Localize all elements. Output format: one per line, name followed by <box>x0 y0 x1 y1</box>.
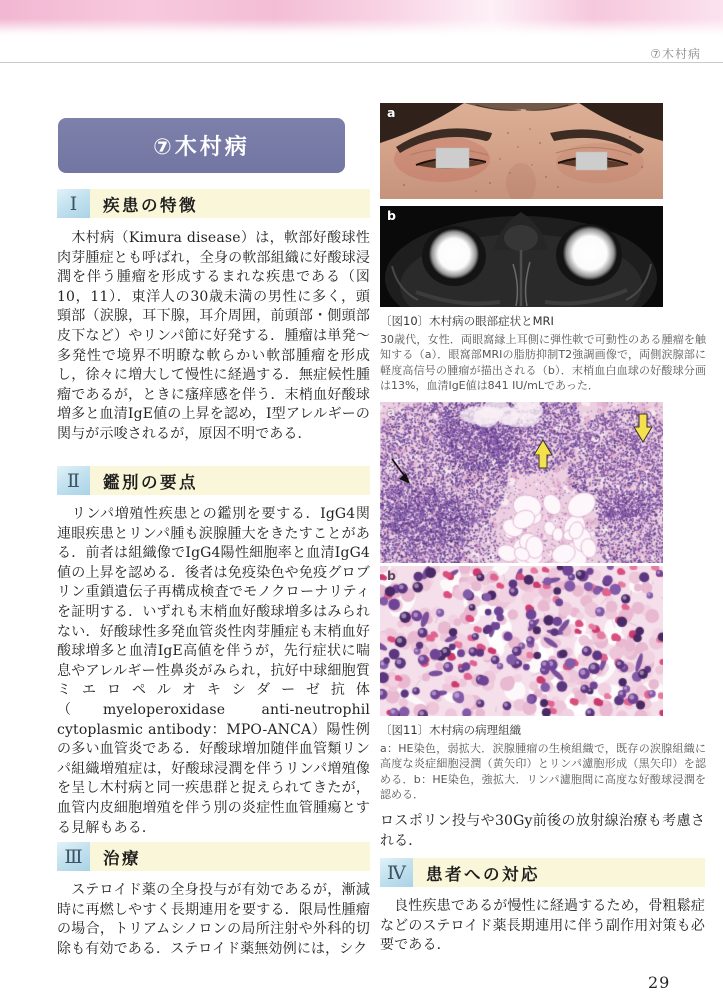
chapter-title-label: ⑦木村病 <box>153 135 250 160</box>
fig10-panel-b-label: b <box>387 208 396 223</box>
section-title-4: 患者への対応 <box>413 858 705 887</box>
fig10b-mri-image <box>380 206 663 307</box>
section-title-3: 治療 <box>90 842 370 871</box>
fig10a-clinical-photo <box>380 103 663 199</box>
section-numeral-1: Ⅰ <box>57 189 90 218</box>
fig10-panel-a-label: a <box>387 105 396 120</box>
section-body-1: 木村病（Kimura disease）は，軟部好酸球性肉芽腫症とも呼ばれ，全身の軟部組織に好酸球浸潤を伴う腫瘤を形成するまれな疾患である（図10，11）．東洋人の30歳未満の男性に多く，頭頸部（涙腺，耳下腺，耳介周囲，前頭部・側頭部皮下など）やリンパ節に好発する．腫瘤は単発～多発性で境界不明瞭な軟らかい軟部腫瘤を形成し，徐々に増大して慢性に経過する．無症候性腫瘤であるが，ときに瘙痒感を伴う．末梢血好酸球増多と血清IgE値の上昇を認め，Ⅰ型アレルギーの関与が示唆されるが，原因不明である． <box>57 230 370 442</box>
fig11a-histology-low-mag <box>380 402 663 563</box>
fig11-panel-b-label: b <box>387 568 396 583</box>
section-numeral-2: Ⅱ <box>57 466 90 495</box>
section-header-disease-features <box>57 189 370 218</box>
chapter-title-box <box>58 118 345 173</box>
section-title-2: 鑑別の要点 <box>90 466 370 495</box>
running-header: ⑦木村病 <box>650 47 701 61</box>
decorative-pink-band <box>0 0 723 36</box>
mri-axial-orbit-illustration <box>380 206 663 307</box>
section-numeral-3: Ⅲ <box>57 842 90 871</box>
fig10-caption-title: 〔図10〕木村病の眼部症状とMRI <box>380 314 554 328</box>
section-body-2: リンパ増殖性疾患との鑑別を要する．IgG4関連眼疾患とリンパ腫も涙腺腫大をきたすことがある．前者は組織像でIgG4陽性細胞率と血清IgG4値の上昇を認める．後者は免疫染色や免疫グロブリン重鎖遺伝子再構成検査でモノクローナリティを証明する．いずれも末梢血好酸球増多はみられない．好酸球性多発血管炎性肉芽腫症も末梢血好酸球増多と血清IgE高値を伴うが，先行症状に喘息やアレルギー性鼻炎がみられ，抗好中球細胞質ミエロペルオキシダーゼ抗体（myeloperoxidase anti-neutrophil cytoplasmic antibody：MPO-ANCA）陽性例の多い血管炎である．好酸球増加随伴血管類リンパ組織増殖症は，好酸球浸潤を伴うリンパ増殖像を呈し木村病と同一疾患群と捉えられてきたが，血管内皮細胞増殖を伴う別の炎症性血管腫瘍とする見解もある． <box>57 506 370 836</box>
fig11b-histology-high-mag <box>380 566 663 716</box>
fig11-caption-body: a：HE染色，弱拡大．涙腺腫瘤の生検組織で，既存の涙腺組織に高度な炎症細胞浸潤（黄矢印）とリンパ濾胞形成（黒矢印）を認める．b：HE染色，強拡大．リンパ濾胞間に高度な好酸球浸潤を認める． <box>380 741 706 801</box>
fig11-panel-a-label: a <box>387 404 396 419</box>
header-divider <box>0 62 723 63</box>
fig11-caption-title: 〔図11〕木村病の病理組織 <box>380 723 522 737</box>
fig10-caption <box>380 314 706 394</box>
section-numeral-4: Ⅳ <box>380 858 413 887</box>
section-title-1: 疾患の特徴 <box>90 189 370 218</box>
histology-high-mag-canvas <box>380 566 663 716</box>
section-body-4: 良性疾患であるが慢性に経過するため，骨粗鬆症などのステロイド薬長期連用に伴う副作用対策も必要である． <box>380 898 705 954</box>
page-number: 29 <box>648 973 671 992</box>
clinical-photo-eyes-illustration <box>380 103 663 199</box>
fig11-caption <box>380 723 706 803</box>
fig10-caption-body: 30歳代，女性．両眼窩縁上耳側に弾性軟で可動性のある腫瘤を触知する（a）．眼窩部MRIの脂肪抑制T2強調画像で，両側涙腺部に軽度高信号の腫瘤が描出される（b）．末梢血白血球の好酸球分画は13%，血清IgE値は841 IU/mLであった． <box>380 332 706 392</box>
section-header-patient-care <box>380 858 705 887</box>
section-header-differential <box>57 466 370 495</box>
histology-low-mag-canvas <box>380 402 663 563</box>
treatment-continuation-text: ロスポリン投与や30Gy前後の放射線治療も考慮される． <box>380 813 705 849</box>
section-body-3: ステロイド薬の全身投与が有効であるが，漸減時に再燃しやすく長期連用を要する．限局性腫瘤の場合，トリアムシノロンの局所注射や外科的切除も有効である．ステロイド薬無効例には，シク <box>57 882 370 957</box>
section-header-treatment <box>57 842 370 871</box>
